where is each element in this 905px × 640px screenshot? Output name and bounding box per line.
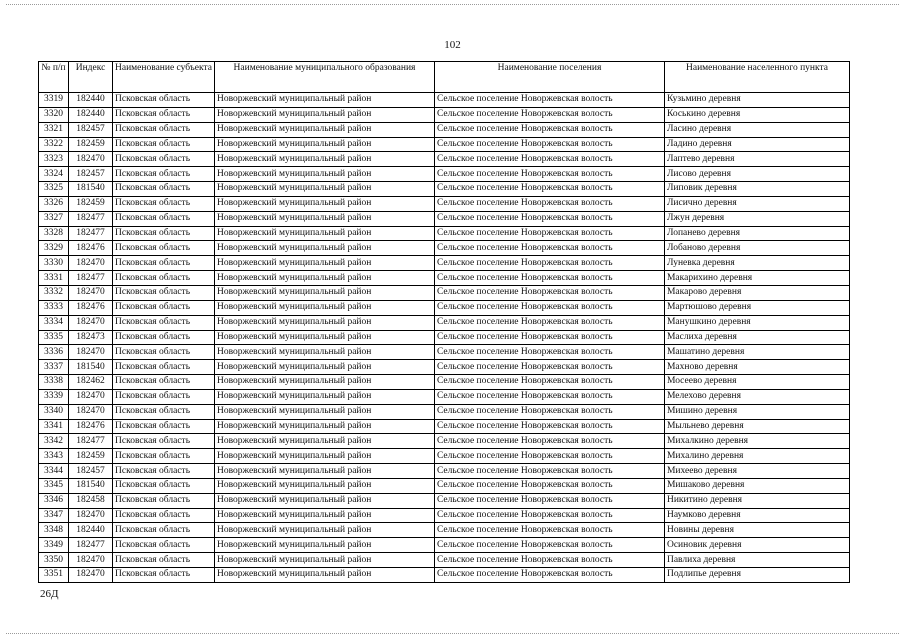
settlement-name-cell: Сельское поселение Новоржевская волость — [434, 271, 664, 286]
settlement-name-cell: Сельское поселение Новоржевская волость — [434, 375, 664, 390]
top-scan-border — [6, 4, 899, 5]
settlement-name-cell: Сельское поселение Новоржевская волость — [434, 152, 664, 167]
municipality-name-cell: Новоржевский муниципальный район — [214, 241, 434, 256]
settlement-name-cell: Сельское поселение Новоржевская волость — [434, 404, 664, 419]
locality-name-cell: Лисично деревня — [664, 196, 849, 211]
subject-name-cell: Псковская область — [113, 271, 215, 286]
settlement-name-cell: Сельское поселение Новоржевская волость — [434, 345, 664, 360]
locality-name-cell: Осиновик деревня — [664, 538, 849, 553]
postal-index-cell: 182470 — [69, 285, 113, 300]
row-number-cell: 3330 — [39, 256, 69, 271]
row-number-cell: 3342 — [39, 434, 69, 449]
table-row — [39, 182, 850, 197]
locality-name-cell: Лобаново деревня — [664, 241, 849, 256]
locality-name-cell: Маслиха деревня — [664, 330, 849, 345]
municipality-name-cell: Новоржевский муниципальный район — [214, 285, 434, 300]
table-row — [39, 449, 850, 464]
row-number-cell: 3332 — [39, 285, 69, 300]
locality-name-cell: Наумково деревня — [664, 508, 849, 523]
settlement-name-cell: Сельское поселение Новоржевская волость — [434, 137, 664, 152]
municipality-name-cell: Новоржевский муниципальный район — [214, 360, 434, 375]
municipality-name-cell: Новоржевский муниципальный район — [214, 375, 434, 390]
row-number-cell: 3322 — [39, 137, 69, 152]
municipality-name-cell: Новоржевский муниципальный район — [214, 167, 434, 182]
subject-name-cell: Псковская область — [113, 345, 215, 360]
municipality-name-cell: Новоржевский муниципальный район — [214, 93, 434, 108]
postal-index-cell: 182470 — [69, 389, 113, 404]
locality-name-cell: Кузьмино деревня — [664, 93, 849, 108]
table-row — [39, 360, 850, 375]
postal-index-cell: 182457 — [69, 122, 113, 137]
municipality-name-cell: Новоржевский муниципальный район — [214, 464, 434, 479]
postal-index-cell: 182477 — [69, 211, 113, 226]
locality-name-cell: Мелехово деревня — [664, 389, 849, 404]
subject-name-cell: Псковская область — [113, 300, 215, 315]
locality-name-cell: Мосеево деревня — [664, 375, 849, 390]
row-number-cell: 3334 — [39, 315, 69, 330]
table-row — [39, 330, 850, 345]
subject-name-cell: Псковская область — [113, 152, 215, 167]
subject-name-cell: Псковская область — [113, 523, 215, 538]
header-locality: Наименование населенного пункта — [664, 62, 849, 93]
locality-name-cell: Мишино деревня — [664, 404, 849, 419]
postal-index-cell: 182476 — [69, 419, 113, 434]
row-number-cell: 3347 — [39, 508, 69, 523]
locality-name-cell: Мартюшово деревня — [664, 300, 849, 315]
subject-name-cell: Псковская область — [113, 419, 215, 434]
row-number-cell: 3338 — [39, 375, 69, 390]
locality-name-cell: Макарово деревня — [664, 285, 849, 300]
subject-name-cell: Псковская область — [113, 330, 215, 345]
municipality-name-cell: Новоржевский муниципальный район — [214, 315, 434, 330]
settlement-name-cell: Сельское поселение Новоржевская волость — [434, 285, 664, 300]
postal-index-cell: 182470 — [69, 568, 113, 583]
table-row — [39, 226, 850, 241]
locality-name-cell: Липовик деревня — [664, 182, 849, 197]
postal-index-cell: 181540 — [69, 478, 113, 493]
table-row — [39, 538, 850, 553]
row-number-cell: 3329 — [39, 241, 69, 256]
settlement-name-cell: Сельское поселение Новоржевская волость — [434, 568, 664, 583]
locality-name-cell: Махново деревня — [664, 360, 849, 375]
row-number-cell: 3346 — [39, 493, 69, 508]
table-row — [39, 434, 850, 449]
subject-name-cell: Псковская область — [113, 404, 215, 419]
settlement-name-cell: Сельское поселение Новоржевская волость — [434, 196, 664, 211]
table-row — [39, 389, 850, 404]
table-row — [39, 285, 850, 300]
postal-index-cell: 182477 — [69, 271, 113, 286]
locality-name-cell: Новины деревня — [664, 523, 849, 538]
locality-name-cell: Манушкино деревня — [664, 315, 849, 330]
settlement-name-cell: Сельское поселение Новоржевская волость — [434, 315, 664, 330]
table-row — [39, 152, 850, 167]
table-row — [39, 478, 850, 493]
municipality-name-cell: Новоржевский муниципальный район — [214, 211, 434, 226]
table-row — [39, 122, 850, 137]
settlement-name-cell: Сельское поселение Новоржевская волость — [434, 211, 664, 226]
table-row — [39, 315, 850, 330]
subject-name-cell: Псковская область — [113, 360, 215, 375]
subject-name-cell: Псковская область — [113, 226, 215, 241]
settlement-name-cell: Сельское поселение Новоржевская волость — [434, 493, 664, 508]
municipality-name-cell: Новоржевский муниципальный район — [214, 345, 434, 360]
table-row — [39, 167, 850, 182]
row-number-cell: 3337 — [39, 360, 69, 375]
subject-name-cell: Псковская область — [113, 167, 215, 182]
row-number-cell: 3340 — [39, 404, 69, 419]
header-index: Индекс — [69, 62, 113, 93]
header-municipality: Наименование муниципального образования — [214, 62, 434, 93]
settlement-name-cell: Сельское поселение Новоржевская волость — [434, 464, 664, 479]
settlement-name-cell: Сельское поселение Новоржевская волость — [434, 478, 664, 493]
municipality-name-cell: Новоржевский муниципальный район — [214, 256, 434, 271]
settlement-name-cell: Сельское поселение Новоржевская волость — [434, 523, 664, 538]
table-row — [39, 137, 850, 152]
postal-index-cell: 182476 — [69, 241, 113, 256]
settlement-name-cell: Сельское поселение Новоржевская волость — [434, 241, 664, 256]
row-number-cell: 3348 — [39, 523, 69, 538]
postal-index-cell: 182457 — [69, 464, 113, 479]
locality-name-cell: Макарихино деревня — [664, 271, 849, 286]
settlement-name-cell: Сельское поселение Новоржевская волость — [434, 226, 664, 241]
table-row — [39, 271, 850, 286]
header-settlement: Наименование поселения — [434, 62, 664, 93]
settlement-name-cell: Сельское поселение Новоржевская волость — [434, 256, 664, 271]
table-row — [39, 375, 850, 390]
locality-name-cell: Лаптево деревня — [664, 152, 849, 167]
postal-index-cell: 182459 — [69, 449, 113, 464]
row-number-cell: 3328 — [39, 226, 69, 241]
municipality-name-cell: Новоржевский муниципальный район — [214, 449, 434, 464]
locality-name-cell: Машатино деревня — [664, 345, 849, 360]
locality-name-cell: Лопанево деревня — [664, 226, 849, 241]
table-row — [39, 211, 850, 226]
municipality-name-cell: Новоржевский муниципальный район — [214, 196, 434, 211]
settlement-name-cell: Сельское поселение Новоржевская волость — [434, 330, 664, 345]
table-row — [39, 508, 850, 523]
municipality-name-cell: Новоржевский муниципальный район — [214, 107, 434, 122]
settlement-name-cell: Сельское поселение Новоржевская волость — [434, 167, 664, 182]
subject-name-cell: Псковская область — [113, 538, 215, 553]
locality-name-cell: Михалино деревня — [664, 449, 849, 464]
subject-name-cell: Псковская область — [113, 182, 215, 197]
locality-name-cell: Мыльнево деревня — [664, 419, 849, 434]
row-number-cell: 3336 — [39, 345, 69, 360]
postal-index-cell: 182477 — [69, 538, 113, 553]
locality-name-cell: Лжун деревня — [664, 211, 849, 226]
postal-index-cell: 182476 — [69, 300, 113, 315]
locality-name-cell: Мишаково деревня — [664, 478, 849, 493]
subject-name-cell: Псковская область — [113, 137, 215, 152]
municipality-name-cell: Новоржевский муниципальный район — [214, 271, 434, 286]
table-body — [39, 93, 850, 583]
locality-name-cell: Подлипье деревня — [664, 568, 849, 583]
row-number-cell: 3331 — [39, 271, 69, 286]
subject-name-cell: Псковская область — [113, 241, 215, 256]
subject-name-cell: Псковская область — [113, 196, 215, 211]
row-number-cell: 3349 — [39, 538, 69, 553]
row-number-cell: 3319 — [39, 93, 69, 108]
settlement-name-cell: Сельское поселение Новоржевская волость — [434, 419, 664, 434]
postal-index-cell: 182470 — [69, 404, 113, 419]
postal-index-cell: 182440 — [69, 523, 113, 538]
subject-name-cell: Псковская область — [113, 211, 215, 226]
municipality-name-cell: Новоржевский муниципальный район — [214, 508, 434, 523]
locality-name-cell: Луневка деревня — [664, 256, 849, 271]
settlement-name-cell: Сельское поселение Новоржевская волость — [434, 300, 664, 315]
postal-index-cell: 182457 — [69, 167, 113, 182]
row-number-cell: 3345 — [39, 478, 69, 493]
subject-name-cell: Псковская область — [113, 568, 215, 583]
locality-name-cell: Михалкино деревня — [664, 434, 849, 449]
postal-index-cell: 182477 — [69, 434, 113, 449]
settlement-name-cell: Сельское поселение Новоржевская волость — [434, 434, 664, 449]
subject-name-cell: Псковская область — [113, 256, 215, 271]
settlement-name-cell: Сельское поселение Новоржевская волость — [434, 122, 664, 137]
page-number: 102 — [444, 39, 461, 51]
postal-index-cell: 182470 — [69, 315, 113, 330]
postal-index-cell: 182470 — [69, 508, 113, 523]
subject-name-cell: Псковская область — [113, 478, 215, 493]
municipality-name-cell: Новоржевский муниципальный район — [214, 568, 434, 583]
table-row — [39, 256, 850, 271]
subject-name-cell: Псковская область — [113, 122, 215, 137]
row-number-cell: 3321 — [39, 122, 69, 137]
locality-name-cell: Коськино деревня — [664, 107, 849, 122]
postal-index-cell: 182440 — [69, 107, 113, 122]
row-number-cell: 3335 — [39, 330, 69, 345]
postal-index-cell: 182477 — [69, 226, 113, 241]
table-header — [39, 62, 850, 93]
row-number-cell: 3351 — [39, 568, 69, 583]
table-row — [39, 568, 850, 583]
postal-index-cell: 182462 — [69, 375, 113, 390]
subject-name-cell: Псковская область — [113, 315, 215, 330]
municipality-name-cell: Новоржевский муниципальный район — [214, 538, 434, 553]
table-row — [39, 196, 850, 211]
postal-index-cell: 182470 — [69, 345, 113, 360]
postal-index-cell: 182459 — [69, 196, 113, 211]
postal-index-cell: 182458 — [69, 493, 113, 508]
settlement-name-cell: Сельское поселение Новоржевская волость — [434, 553, 664, 568]
postal-index-cell: 181540 — [69, 182, 113, 197]
municipality-name-cell: Новоржевский муниципальный район — [214, 493, 434, 508]
locality-name-cell: Михеево деревня — [664, 464, 849, 479]
municipality-name-cell: Новоржевский муниципальный район — [214, 137, 434, 152]
subject-name-cell: Псковская область — [113, 434, 215, 449]
row-number-cell: 3323 — [39, 152, 69, 167]
locality-name-cell: Лисово деревня — [664, 167, 849, 182]
table-row — [39, 553, 850, 568]
postal-index-cell: 182470 — [69, 152, 113, 167]
header-subject: Наименование субъекта — [113, 62, 215, 93]
subject-name-cell: Псковская область — [113, 375, 215, 390]
postal-index-cell: 182470 — [69, 553, 113, 568]
municipality-name-cell: Новоржевский муниципальный район — [214, 478, 434, 493]
settlement-name-cell: Сельское поселение Новоржевская волость — [434, 182, 664, 197]
municipality-name-cell: Новоржевский муниципальный район — [214, 404, 434, 419]
locality-name-cell: Ласино деревня — [664, 122, 849, 137]
row-number-cell: 3339 — [39, 389, 69, 404]
table-row — [39, 464, 850, 479]
row-number-cell: 3320 — [39, 107, 69, 122]
municipality-name-cell: Новоржевский муниципальный район — [214, 389, 434, 404]
subject-name-cell: Псковская область — [113, 285, 215, 300]
settlement-name-cell: Сельское поселение Новоржевская волость — [434, 389, 664, 404]
settlement-name-cell: Сельское поселение Новоржевская волость — [434, 538, 664, 553]
municipality-name-cell: Новоржевский муниципальный район — [214, 553, 434, 568]
row-number-cell: 3326 — [39, 196, 69, 211]
municipality-name-cell: Новоржевский муниципальный район — [214, 434, 434, 449]
settlement-name-cell: Сельское поселение Новоржевская волость — [434, 93, 664, 108]
municipality-name-cell: Новоржевский муниципальный район — [214, 152, 434, 167]
table-row — [39, 404, 850, 419]
settlements-table — [38, 61, 850, 583]
subject-name-cell: Псковская область — [113, 508, 215, 523]
municipality-name-cell: Новоржевский муниципальный район — [214, 330, 434, 345]
municipality-name-cell: Новоржевский муниципальный район — [214, 419, 434, 434]
settlement-name-cell: Сельское поселение Новоржевская волость — [434, 360, 664, 375]
locality-name-cell: Ладино деревня — [664, 137, 849, 152]
row-number-cell: 3325 — [39, 182, 69, 197]
table-row — [39, 493, 850, 508]
municipality-name-cell: Новоржевский муниципальный район — [214, 523, 434, 538]
subject-name-cell: Псковская область — [113, 449, 215, 464]
table-row — [39, 523, 850, 538]
table-row — [39, 419, 850, 434]
subject-name-cell: Псковская область — [113, 389, 215, 404]
row-number-cell: 3344 — [39, 464, 69, 479]
locality-name-cell: Павлиха деревня — [664, 553, 849, 568]
row-number-cell: 3350 — [39, 553, 69, 568]
subject-name-cell: Псковская область — [113, 553, 215, 568]
postal-index-cell: 182459 — [69, 137, 113, 152]
subject-name-cell: Псковская область — [113, 107, 215, 122]
subject-name-cell: Псковская область — [113, 493, 215, 508]
postal-index-cell: 182440 — [69, 93, 113, 108]
table-row — [39, 300, 850, 315]
postal-index-cell: 182470 — [69, 256, 113, 271]
row-number-cell: 3343 — [39, 449, 69, 464]
table-row — [39, 345, 850, 360]
row-number-cell: 3341 — [39, 419, 69, 434]
row-number-cell: 3333 — [39, 300, 69, 315]
table-header-row — [39, 62, 850, 93]
bottom-scan-border — [6, 633, 899, 634]
subject-name-cell: Псковская область — [113, 464, 215, 479]
municipality-name-cell: Новоржевский муниципальный район — [214, 226, 434, 241]
settlement-name-cell: Сельское поселение Новоржевская волость — [434, 107, 664, 122]
locality-name-cell: Никитино деревня — [664, 493, 849, 508]
postal-index-cell: 182473 — [69, 330, 113, 345]
subject-name-cell: Псковская область — [113, 93, 215, 108]
row-number-cell: 3327 — [39, 211, 69, 226]
table-row — [39, 93, 850, 108]
municipality-name-cell: Новоржевский муниципальный район — [214, 182, 434, 197]
postal-index-cell: 181540 — [69, 360, 113, 375]
settlement-name-cell: Сельское поселение Новоржевская волость — [434, 508, 664, 523]
table-row — [39, 107, 850, 122]
footer-code: 26Д — [40, 588, 59, 600]
settlement-name-cell: Сельское поселение Новоржевская волость — [434, 449, 664, 464]
header-number: № п/п — [39, 62, 69, 93]
municipality-name-cell: Новоржевский муниципальный район — [214, 122, 434, 137]
table-row — [39, 241, 850, 256]
row-number-cell: 3324 — [39, 167, 69, 182]
municipality-name-cell: Новоржевский муниципальный район — [214, 300, 434, 315]
